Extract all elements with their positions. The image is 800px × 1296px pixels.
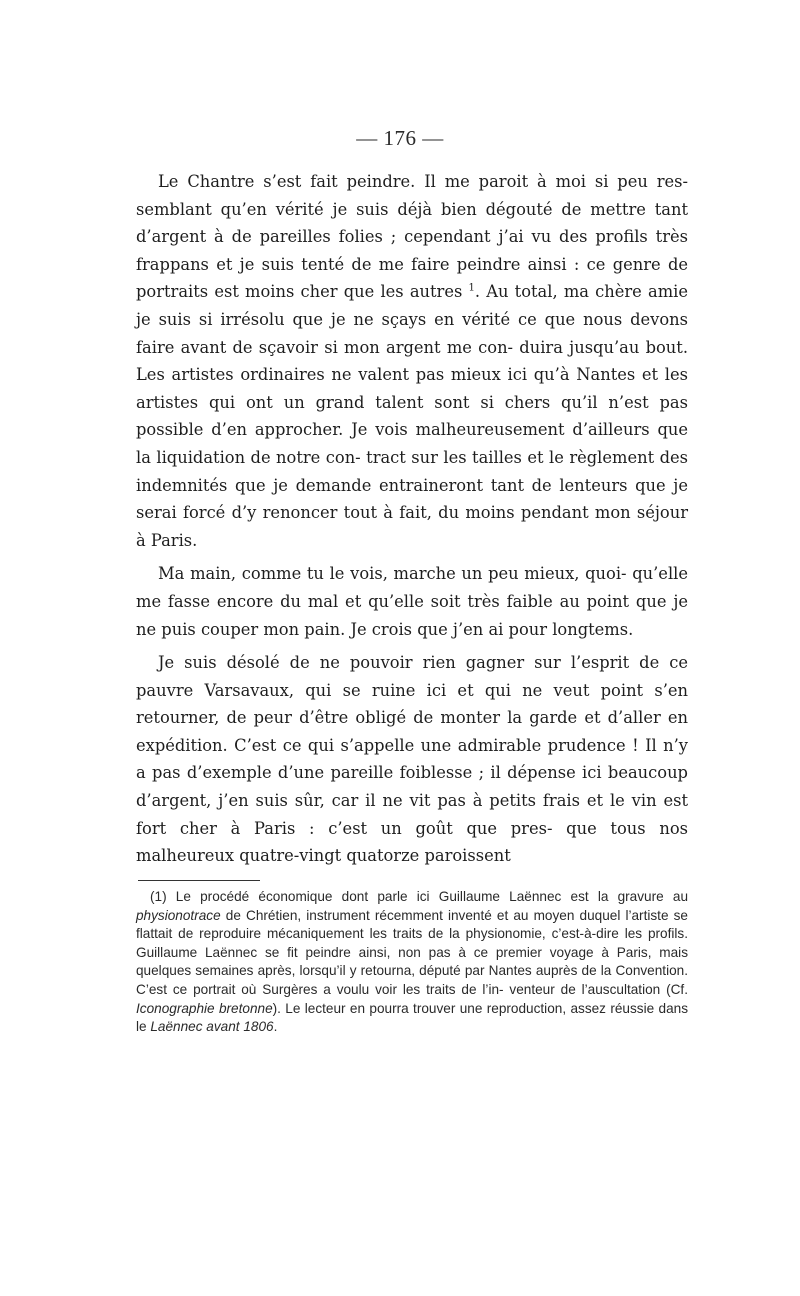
paragraph-2: Ma main, comme tu le vois, marche un peu mieux, quoi- qu’elle me fasse encore du mal et qu’elle soit très faible au point que je ne puis couper mon pain. Je crois que j’en ai pour longtems.	[136, 564, 688, 639]
footnote-italic-physionotrace: physionotrace	[136, 907, 221, 923]
footnote-reference: 1	[468, 282, 475, 294]
footnote	[136, 888, 688, 1037]
footnote-text-g: .	[273, 1019, 278, 1035]
main-text	[136, 168, 688, 870]
paragraph-1-part-b: . Au total, ma chère amie je suis si irrésolu que je ne sçays en vérité ce que nous devons faire avant de sçavoir si mon argent me con- duira jusqu’au bout. Les artistes ordinaires ne valent pas mieux ici qu’à Nantes et les artistes qui ont un grand talent sont si chers qu’il n’est pas possible d’en approcher. Je vois malheureusement d’ailleurs que la liquidation de notre con- tract sur les tailles et le règlement des indemnités que je demande entraineront tant de lenteurs que je serai forcé d’y renoncer tout à fait, du moins pendant mon séjour à Paris.	[136, 282, 688, 550]
paragraph-1-part-a: Le Chantre s’est fait peindre. Il me paroit à moi si peu res- semblant qu’en vérité je suis déjà bien dégouté de mettre tant d’argent à de pareilles folies ; cependant j’ai vu des profils très frappans et je suis tenté de me faire peindre ainsi : ce genre de portraits est moins cher que les autres	[136, 172, 688, 302]
paragraph-1	[136, 168, 688, 554]
page-number: — 176 —	[356, 126, 444, 150]
footnote-divider	[138, 880, 260, 881]
footnote-italic-laennec: Laënnec avant 1806	[150, 1019, 274, 1035]
footnote-text-e: ). Le lecteur en pourra trouver une reproduction, assez réussie dans le	[136, 1000, 688, 1035]
footnote-text-a: (1) Le procédé économique dont parle ici Guillaume Laënnec est la gravure au	[150, 889, 688, 904]
footnote-italic-iconographie: Iconographie bretonne	[136, 1000, 273, 1016]
footnote-text-c: de Chrétien, instrument récemment inventé et au moyen duquel l’artiste se flattait de reproduire mécaniquement les traits de la physionomie, c’est-à-dire les profils. Guillaume Laënnec se fit peindre ainsi, non pas à ce premier voyage à Paris, mais quelques semaines après, lorsqu’il y retourna, député par Nantes auprès de la Convention. C’est ce portrait où Surgères a voulu voir les traits de l’in- venteur de l’auscultation (Cf.	[136, 907, 688, 997]
paragraph-3: Je suis désolé de ne pouvoir rien gagner sur l’esprit de ce pauvre Varsavaux, qui se ruine ici et qui ne veut point s’en retourner, de peur d’être obligé de monter la garde et d’aller en expédition. C’est ce qui s’appelle une admirable prudence ! Il n’y a pas d’exemple d’une pareille foiblesse ; il dépense ici beaucoup d’argent, j’en suis sûr, car il ne vit pas à petits frais et le vin est fort cher à Paris : c’est un goût que pres- que tous nos malheureux quatre-vingt quatorze paroissent	[136, 653, 688, 866]
